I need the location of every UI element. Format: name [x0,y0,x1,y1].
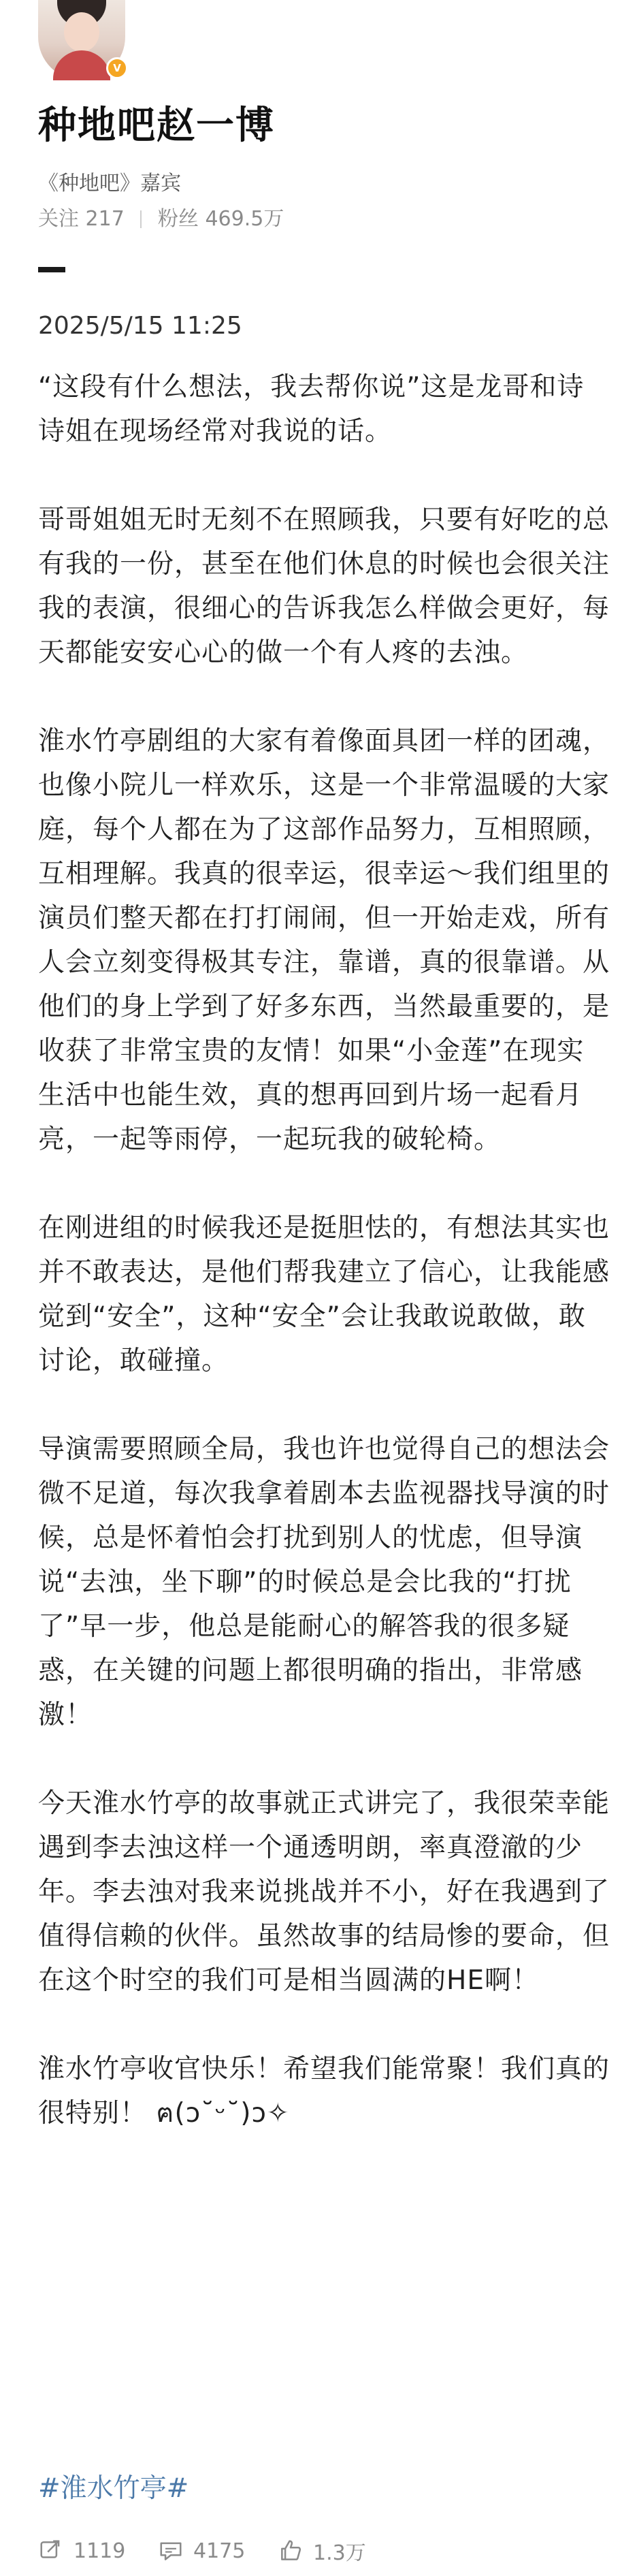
like-button[interactable] [278,2534,366,2567]
post-paragraph: 哥哥姐姐无时无刻不在照顾我，只要有好吃的总有我的一份，甚至在他们休息的时候也会很关注我的表演，很细心的告诉我怎么样做会更好，每天都能安安心心的做一个有人疼的去浊。 [38,505,610,668]
comment-count: 4175 [193,2539,246,2563]
repost-icon [38,2538,64,2564]
profile-subtitle: 《种地吧》嘉宾 [38,172,181,195]
post-body [38,365,611,2135]
section-divider [38,267,65,272]
profile-stats [38,202,284,232]
post-paragraph: 在刚进组的时候我还是挺胆怯的，有想法其实也并不敢表达，是他们帮我建立了信心，让我能感觉到“安全”，这种“安全”会让我敢说敢做，敢讨论，敢碰撞。 [38,1213,610,1376]
post-paragraph: 淮水竹亭剧组的大家有着像面具团一样的团魂，也像小院儿一样欢乐，这是一个非常温暖的大家庭，每个人都在为了这部作品努力，互相照顾，互相理解。我真的很幸运，很幸运～我们组里的演员们整天都在打打闹闹，但一开始走戏，所有人会立刻变得极其专注，靠谱，真的很靠谱。从他们的身上学到了好多东西，当然最重要的，是收获了非常宝贵的友情！如果“小金莲”在现实生活中也能生效，真的想再回到片场一起看月亮，一起等雨停，一起玩我的破轮椅。 [38,726,610,1155]
post-paragraph: 今天淮水竹亭的故事就正式讲完了，我很荣幸能遇到李去浊这样一个通透明朗，率真澄澈的少年。李去浊对我来说挑战并不小，好在我遇到了值得信赖的伙伴。虽然故事的结局惨的要命，但在这个时空的我们可是相当圆满的HE啊！ [38,1788,610,1996]
post-paragraph: 淮水竹亭收官快乐！希望我们能常聚！我们真的很特别！ ฅ(ɔ˘ᵕ˘)ɔ✧ [38,2054,610,2129]
comment-icon [158,2538,184,2564]
profile-name[interactable]: 种地吧赵一博 [38,104,275,148]
post-paragraph: “这段有什么想法，我去帮你说”这是龙哥和诗诗姐在现场经常对我说的话。 [38,372,585,447]
avatar-shirt [53,50,110,80]
like-icon [278,2538,304,2564]
post-paragraph: 导演需要照顾全局，我也许也觉得自己的想法会微不足道，每次我拿着剧本去监视器找导演的时候，总是怀着怕会打扰到别人的忧虑，但导演说“去浊，坐下聊”的时候总是会比我的“打扰了”早一步，他总是能耐心的解答我的很多疑惑，在关键的问题上都很明确的指出，非常感激！ [38,1434,610,1730]
post-date: 2025/5/15 11:25 [38,312,242,340]
following-label: 关注 [38,207,79,231]
followers-count[interactable]: 469.5万 [205,207,284,231]
avatar-face [64,12,99,52]
followers-label: 粉丝 [157,207,199,231]
like-count: 1.3万 [313,2541,366,2565]
verified-badge-icon: V [106,57,128,79]
following-count[interactable]: 217 [85,207,125,231]
stats-divider [140,210,142,228]
repost-count: 1119 [74,2539,126,2563]
action-bar [38,2534,611,2567]
repost-button[interactable] [38,2534,125,2567]
hashtag-link[interactable]: #淮水竹亭# [38,2473,189,2504]
comment-button[interactable] [158,2534,245,2567]
